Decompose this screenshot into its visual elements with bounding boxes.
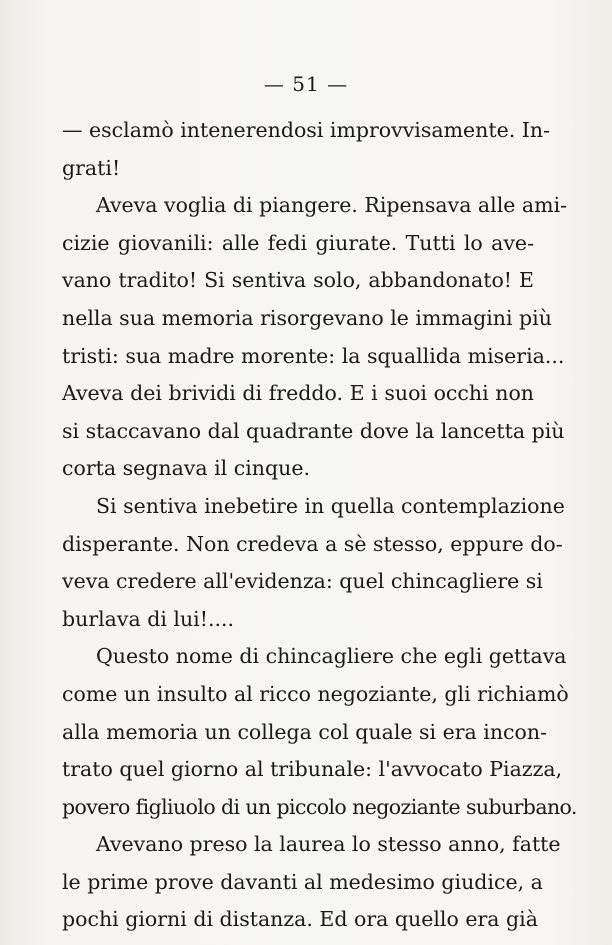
text-line: come un insulto al ricco negoziante, gli richiamò xyxy=(62,681,569,706)
page-number: — 51 — xyxy=(263,72,349,96)
text-line: vano tradito! Si sentiva solo, abbandonato! E xyxy=(62,268,534,293)
text-line: disperante. Non credeva a sè stesso, eppure do- xyxy=(62,531,563,556)
text-line: alla memoria un collega col quale si era incon- xyxy=(62,719,547,744)
page-body-text xyxy=(62,112,577,939)
text-line: corta segnava il cinque. xyxy=(62,456,310,481)
text-line: Questo nome di chincagliere che egli gettava xyxy=(96,644,567,669)
text-line: Aveva dei brividi di freddo. E i suoi occhi non xyxy=(62,381,534,406)
text-line: le prime prove davanti al medesimo giudice, a xyxy=(62,869,543,894)
text-line: pochi giorni di distanza. Ed ora quello era già xyxy=(62,907,538,932)
text-line: Avevano preso la laurea lo stesso anno, fatte xyxy=(96,832,561,857)
text-line: grati! xyxy=(62,155,121,180)
text-line: cizie giovanili: alle fedi giurate. Tutti lo ave- xyxy=(62,230,534,255)
text-line: nella sua memoria risorgevano le immagini più xyxy=(62,305,552,330)
text-line: Aveva voglia di piangere. Ripensava alle ami- xyxy=(96,193,568,218)
text-line: trato quel giorno al tribunale: l'avvocato Piazza, xyxy=(62,757,563,782)
text-line: Si sentiva inebetire in quella contemplazione xyxy=(96,493,565,518)
text-line: burlava di lui!.... xyxy=(62,606,235,631)
text-line: povero figliuolo di un piccolo negoziante suburbano. xyxy=(62,794,577,819)
text-line: — esclamò intenerendosi improvvisamente. In- xyxy=(62,118,551,142)
text-line: si staccavano dal quadrante dove la lancetta più xyxy=(62,418,565,443)
text-line: veva credere all'evidenza: quel chincagliere si xyxy=(62,569,543,594)
text-line: tristi: sua madre morente: la squallida miseria... xyxy=(62,343,565,368)
